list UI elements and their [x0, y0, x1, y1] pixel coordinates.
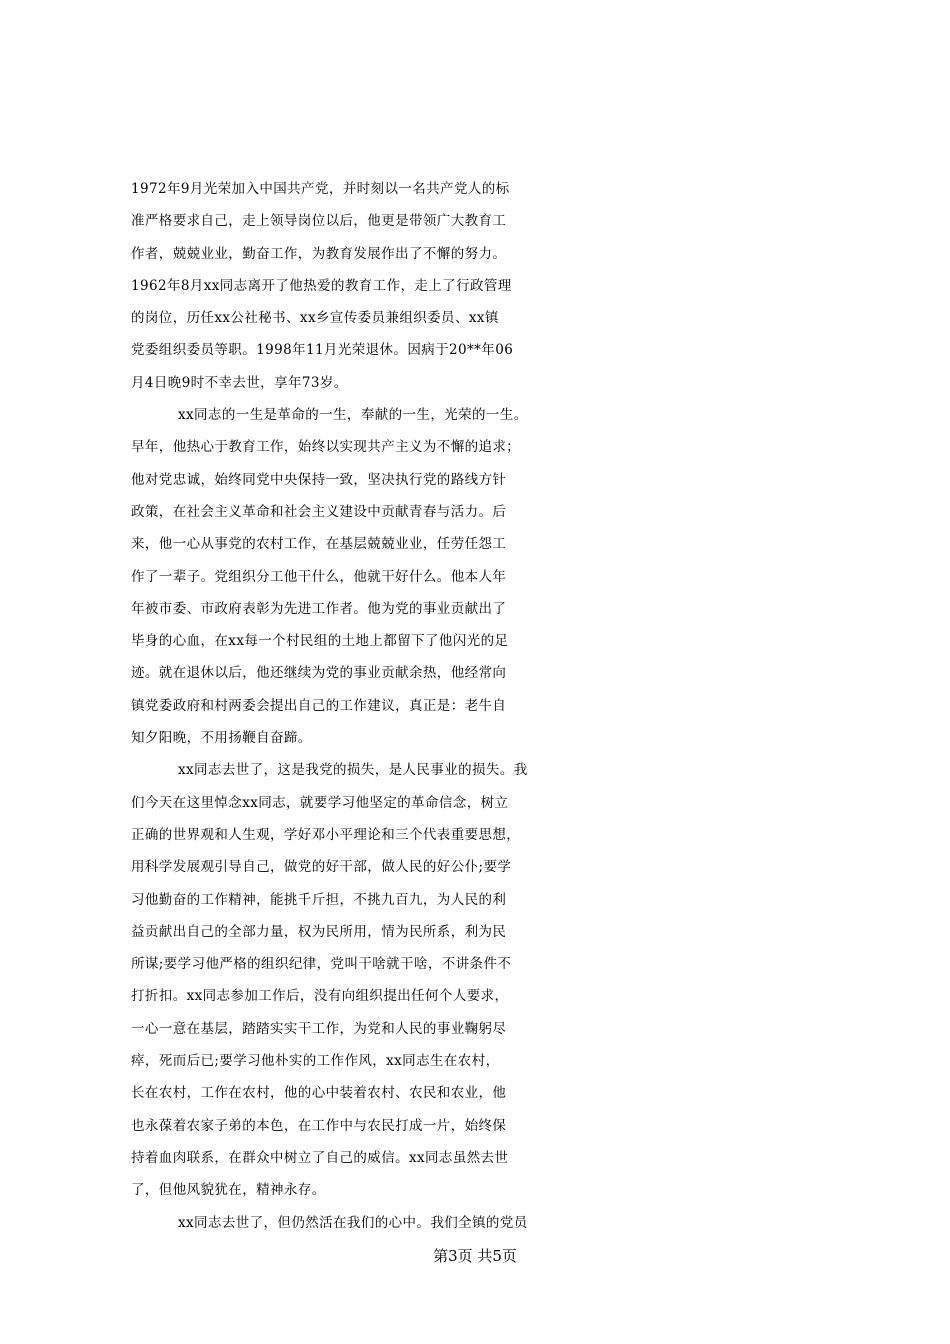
text-line: 持着血肉联系，在群众中树立了自己的威信。xx同志虽然去世 — [131, 1149, 509, 1166]
text-line: 月4日晚9时不幸去世，享年73岁。 — [131, 374, 348, 391]
text-line: 正确的世界观和人生观，学好邓小平理论和三个代表重要思想， — [131, 826, 521, 843]
text-line: 们今天在这里悼念xx同志，就要学习他坚定的革命信念，树立 — [131, 794, 509, 811]
text-line: 早年，他热心于教育工作，始终以实现共产主义为不懈的追求； — [131, 439, 521, 456]
text-line: 了，但他风貌犹在，精神永存。 — [131, 1182, 326, 1199]
text-line: 作者，兢兢业业，勤奋工作，为教育发展作出了不懈的努力。 — [131, 245, 507, 262]
text-line: 瘁，死而后已;要学习他朴实的工作作风，xx同志生在农村， — [131, 1053, 500, 1070]
text-line: 年被市委、市政府表彰为先进工作者。他为党的事业贡献出了 — [131, 600, 507, 617]
text-line: 来，他一心从事党的农村工作，在基层兢兢业业，任劳任怨工 — [131, 536, 507, 553]
text-line: 的岗位，历任xx公社秘书、xx乡宣传委员兼组织委员、xx镇 — [131, 310, 499, 327]
text-line: 打折扣。xx同志参加工作后，没有向组织提出任何个人要求， — [131, 988, 509, 1005]
text-line: 用科学发展观引导自己，做党的好干部，做人民的好公仆;要学 — [131, 859, 512, 876]
text-line: 镇党委政府和村两委会提出自己的工作建议，真正是：老牛自 — [131, 697, 507, 714]
text-line: 准严格要求自己，走上领导岗位以后，他更是带领广大教育工 — [131, 213, 507, 230]
text-line: 一心一意在基层，踏踏实实干工作，为党和人民的事业鞠躬尽 — [131, 1020, 507, 1037]
text-line: 知夕阳晚，不用扬鞭自奋蹄。 — [131, 730, 312, 747]
text-line: 政策，在社会主义革命和社会主义建设中贡献青春与活力。后 — [131, 503, 507, 520]
text-line: 1962年8月xx同志离开了他热爱的教育工作，走上了行政管理 — [131, 277, 512, 294]
text-line: 他对党忠诚，始终同党中央保持一致，坚决执行党的路线方针 — [131, 471, 507, 488]
body-text — [131, 173, 831, 1239]
text-line: 毕身的心血，在xx每一个村民组的土地上都留下了他闪光的足 — [131, 633, 509, 650]
text-line: xx同志的一生是革命的一生，奉献的一生，光荣的一生。 — [178, 407, 528, 424]
text-line: 迹。就在退休以后，他还继续为党的事业贡献余热，他经常向 — [131, 665, 507, 682]
text-line: 党委组织委员等职。1998年11月光荣退休。因病于20**年06 — [131, 342, 514, 359]
text-line: xx同志去世了，但仍然活在我们的心中。我们全镇的党员 — [178, 1214, 528, 1231]
text-line: 所谋;要学习他严格的组织纪律，党叫干啥就干啥，不讲条件不 — [131, 956, 512, 973]
text-line: 习他勤奋的工作精神，能挑千斤担，不挑九百九，为人民的利 — [131, 891, 507, 908]
text-line: 益贡献出自己的全部力量，权为民所用，情为民所系，利为民 — [131, 923, 507, 940]
text-line: 作了一辈子。党组织分工他干什么，他就干好什么。他本人年 — [131, 568, 507, 585]
page-footer: 第3页 共5页 — [433, 1247, 517, 1265]
text-line: 也永葆着农家子弟的本色，在工作中与农民打成一片，始终保 — [131, 1117, 507, 1134]
text-line: xx同志去世了，这是我党的损失，是人民事业的损失。我 — [178, 762, 528, 779]
text-line: 1972年9月光荣加入中国共产党，并时刻以一名共产党人的标 — [131, 181, 510, 197]
text-line: 长在农村，工作在农村，他的心中装着农村、农民和农业，他 — [131, 1085, 507, 1102]
